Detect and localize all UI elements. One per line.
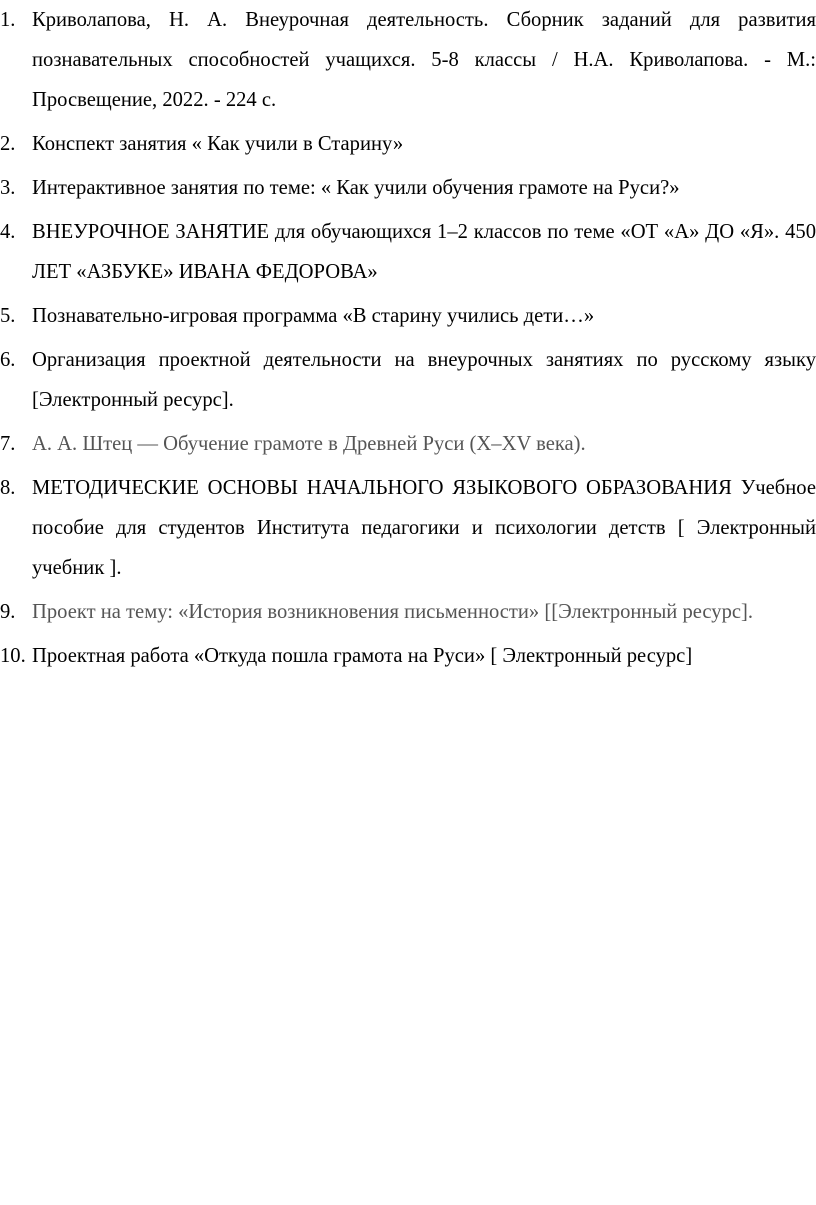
list-item-number: 6.: [0, 349, 16, 371]
list-item-text: Криволапова, Н. А. Внеурочная деятельность. Сборник заданий для развития познавательных способностей учащихся. 5-8 классы / Н.А. Криволапова. - М.: Просвещение, 2022. - 224 с.: [32, 9, 816, 111]
list-item-number: 3.: [0, 177, 16, 199]
list-item: [0, 468, 816, 588]
list-item: [0, 340, 816, 420]
list-item-number: 8.: [0, 477, 16, 499]
list-item-text: Познавательно-игровая программа «В старину учились дети…»: [32, 305, 595, 327]
list-item-text: Организация проектной деятельности на внеурочных занятиях по русскому языку [Электронный ресурс].: [32, 349, 816, 411]
list-item-number: 5.: [0, 305, 16, 327]
list-item-number: 7.: [0, 433, 16, 455]
list-item-text: ВНЕУРОЧНОЕ ЗАНЯТИЕ для обучающихся 1–2 классов по теме «ОТ «А» ДО «Я». 450 ЛЕТ «АЗБУКЕ» ИВАНА ФЕДОРОВА»: [32, 221, 816, 283]
list-item-number: 9.: [0, 601, 16, 623]
list-item: [0, 636, 816, 676]
list-item: [0, 0, 816, 120]
list-item-text: Интерактивное занятия по теме: « Как учили обучения грамоте на Руси?»: [32, 177, 680, 199]
list-item: [0, 424, 816, 464]
list-item: [0, 124, 816, 164]
list-item-text: Конспект занятия « Как учили в Старину»: [32, 133, 404, 155]
list-item: [0, 168, 816, 208]
list-item-text: МЕТОДИЧЕСКИЕ ОСНОВЫ НАЧАЛЬНОГО ЯЗЫКОВОГО ОБРАЗОВАНИЯ Учебное пособие для студентов Института педагогики и психологии детств [ Электронный учебник ].: [32, 477, 816, 579]
list-item-number: 1.: [0, 9, 16, 31]
list-item: [0, 296, 816, 336]
list-item-text: Проектная работа «Откуда пошла грамота на Руси» [ Электронный ресурс]: [32, 645, 693, 667]
list-item-text: Проект на тему: «История возникновения письменности» [[Электронный ресурс].: [32, 601, 754, 623]
list-item: [0, 212, 816, 292]
list-item-number: 4.: [0, 221, 16, 243]
list-item-number: 10.: [0, 645, 26, 667]
list-item: [0, 592, 816, 632]
list-item-text: А. А. Штец — Обучение грамоте в Древней Руси (X–XV века).: [32, 433, 586, 455]
list-item-number: 2.: [0, 133, 16, 155]
